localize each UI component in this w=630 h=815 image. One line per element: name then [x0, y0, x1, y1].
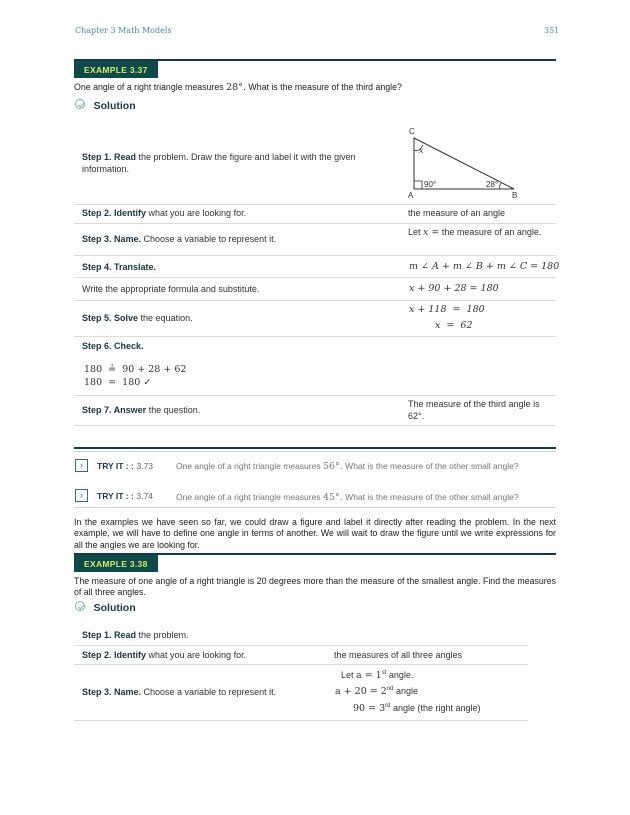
row-divider: [74, 664, 528, 665]
right-triangle-figure: [404, 125, 524, 201]
step-5: Step 5. Solve the equation.: [82, 313, 193, 323]
row-divider: [74, 255, 556, 256]
let-line-2: a + 20 = 2nd angle: [335, 686, 419, 697]
step-2-answer: the measures of all three angles: [334, 650, 463, 660]
step-3: Step 3. Name. Choose a variable to represent it.: [82, 234, 277, 244]
try-it-expand-icon[interactable]: ›: [75, 459, 88, 472]
let-line-3: 90 = 3rd angle (the right angle): [353, 703, 481, 714]
row-divider: [74, 300, 556, 301]
step-3-answer: Let x = the measure of an angle.: [408, 227, 542, 238]
angle-28-label: 28°: [486, 180, 499, 189]
vertex-c-label: C: [409, 127, 415, 136]
step-6: Step 6. Check.: [82, 341, 144, 351]
step-5-equation-2: x = 62: [435, 320, 473, 331]
try-it-3-74-text: One angle of a right triangle measures 45°. What is the measure of the other small angle?: [176, 492, 519, 503]
vertex-b-label: B: [512, 191, 518, 200]
step-4-equation: m ∠ A + m ∠ B + m ∠ C = 180: [409, 261, 560, 272]
substitute-equation: x + 90 + 28 = 180: [409, 283, 499, 294]
row-divider: [74, 223, 556, 224]
solution-heading: Solution: [75, 601, 136, 614]
step-1: Step 1. Read the problem. Draw the figure and label it with the given information.: [82, 152, 356, 174]
row-divider: [74, 336, 556, 337]
try-it-3-74-label: TRY IT : : 3.74: [97, 491, 154, 501]
example-label: EXAMPLE 3.38: [74, 555, 158, 572]
row-divider: [74, 395, 556, 396]
running-header-chapter: Chapter 3 Math Models: [75, 26, 172, 35]
example-question: One angle of a right triangle measures 28°. What is the measure of the third angle?: [74, 82, 402, 93]
try-it-expand-icon[interactable]: ›: [75, 489, 88, 502]
check-line-2: 180 = 180 ✓: [84, 377, 152, 388]
row-divider: [74, 277, 556, 278]
angle-x-label: x: [419, 146, 424, 155]
let-line-1: Let a = 1st angle.: [341, 670, 414, 681]
row-divider: [74, 720, 528, 721]
step-7-answer: The measure of the third angle is 62°.: [408, 399, 540, 421]
step-4-substitute: Write the appropriate formula and substitute.: [82, 284, 260, 294]
row-divider: [74, 204, 556, 205]
solution-heading: Solution: [75, 99, 136, 112]
step-2: Step 2. Identify what you are looking for.: [82, 208, 247, 218]
step-7: Step 7. Answer the question.: [82, 405, 201, 415]
step-4: Step 4. Translate.: [82, 262, 157, 272]
step-3: Step 3. Name. Choose a variable to represent it.: [82, 687, 277, 697]
try-it-top-rule: [74, 447, 556, 449]
vertex-a-label: A: [408, 191, 414, 200]
right-angle-marker: [414, 181, 422, 189]
step-2-answer: the measure of an angle: [408, 208, 506, 218]
step-5-equation-1: x + 118 = 180: [409, 304, 485, 315]
angle-90-label: 90°: [424, 180, 437, 189]
example-question: The measure of one angle of a right triangle is 20 degrees more than the measure of the smallest angle. Find the measures of all three angles.: [74, 576, 556, 598]
step-1: Step 1. Read the problem.: [82, 630, 189, 640]
try-it-top-rule-thin: [74, 451, 556, 452]
page-number: 351: [544, 26, 560, 35]
example-label: EXAMPLE 3.37: [74, 61, 158, 78]
row-divider: [74, 645, 528, 646]
try-it-3-73-label: TRY IT : : 3.73: [97, 461, 154, 471]
body-paragraph: In the examples we have seen so far, we could draw a figure and label it directly after reading the problem. In the next example, we will have to define one angle in terms of another. We will wait to draw the figure until we write expressions for all the angles we are looking for.: [74, 517, 556, 550]
step-2: Step 2. Identify what you are looking for.: [82, 650, 247, 660]
angle-arc-b: [500, 183, 501, 189]
check-circle-icon: [75, 601, 85, 611]
try-it-3-73-text: One angle of a right triangle measures 56°. What is the measure of the other small angle?: [176, 461, 519, 472]
try-it-bottom-rule: [74, 507, 556, 508]
row-divider: [74, 425, 556, 426]
check-circle-icon: [75, 99, 85, 109]
check-line-1: 180 ≟ 90 + 28 + 62: [84, 364, 187, 375]
